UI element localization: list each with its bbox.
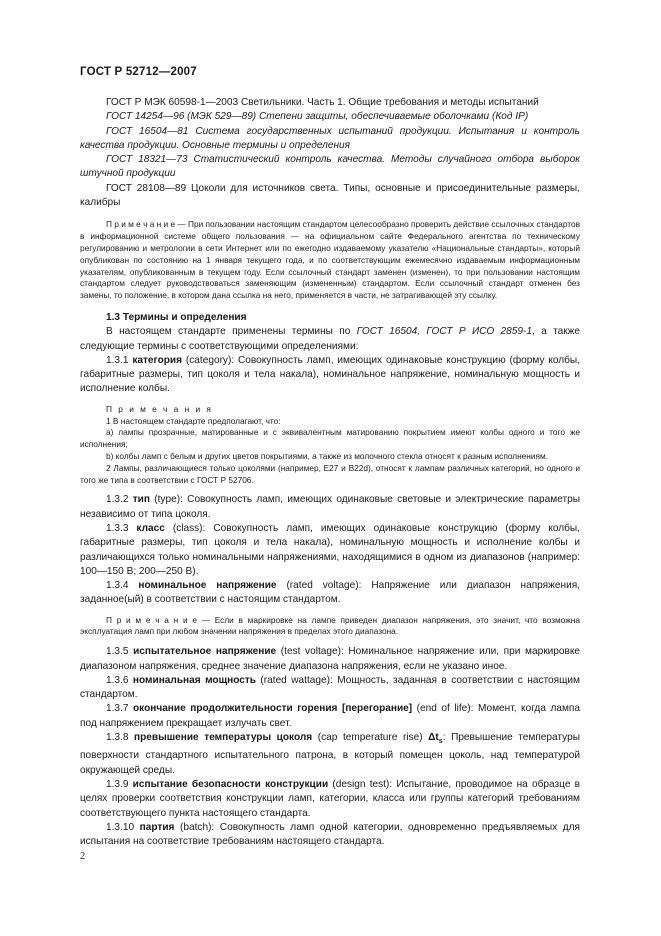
reference-title: Светильники. Часть 1. Общие требования и методы испытаний (240, 97, 539, 108)
reference-title: Цоколи для источников света. Типы, основные и присоединительные размеры, калибры (80, 182, 580, 209)
term-1-3-2: 1.3.2 тип (type): Совокупность ламп, имеющих одинаковые световые и электрические параметры независимо от типа цоколя. (80, 494, 580, 520)
reference-code: ГОСТ Р МЭК 60598-1—2003 (106, 97, 239, 108)
reference-item (80, 125, 580, 154)
term-1-3-9: 1.3.9 испытание безопасности конструкции (design test): Испытание, проводимое на образце в целях проверки соответствия конструкции ламп, категории, класса или группы категорий требованиям соответствующего пункта настоящего стандарта. (80, 778, 581, 819)
term-1-3-1: 1.3.1 категория (category): Совокупность ламп, имеющих одинаковые конструкцию (форму колбы, габаритные размеры, тип цоколя и тела накала), номинальное напряжение, номинальную мощность и исполнение колбы. (80, 354, 580, 395)
reference-item (80, 182, 580, 211)
note-item: 2 Лампы, различающиеся только цоколями (например, E27 и B22d), относят к лампам различных категорий, но одного и того же типа в соответствии с ГОСТ Р 52706. (80, 462, 580, 485)
reference-item (80, 110, 580, 124)
reference-code: ГОСТ 16504—81 (106, 125, 189, 137)
term-name: испытание безопасности конструкции (132, 778, 329, 790)
reference-title: Степени защиты, обеспечиваемые оболочками (Код IP) (259, 111, 529, 123)
term-name: окончание продолжительности горения [перегорание] (132, 703, 413, 715)
note-item: 1 В настоящем стандарте предполагают, что: (106, 415, 281, 426)
page-number: 2 (80, 851, 86, 862)
term-name: категория (132, 354, 183, 366)
term-name: тип (132, 494, 150, 506)
term-name: превышение температуры цоколя (134, 732, 313, 744)
term-1-3-5: 1.3.5 испытательное напряжение (test voltage): Номинальное напряжение или, при маркировке диапазоном напряжения, среднее значение диапазона напряжения, если не указано иное. (80, 646, 580, 672)
section-title: Термины и определения (122, 311, 247, 323)
document-header: ГОСТ Р 52712—2007 (80, 66, 197, 78)
section-number: 1.3 (106, 311, 121, 323)
reference-title: Система государственных испытаний продукции. Испытания и контроль качества продукции. Основные термины и определения (80, 125, 580, 151)
term-name: номинальная мощность (132, 674, 256, 686)
term-name: номинальное напряжение (138, 580, 277, 592)
reference-code: ГОСТ 14254—96 (МЭК 529—89) (106, 111, 257, 123)
term-name: класс (136, 522, 165, 534)
intro-references: ГОСТ 16504, ГОСТ Р ИСО 2859-1 (356, 326, 532, 338)
section-intro: В настоящем стандарте применены термины по ГОСТ 16504, ГОСТ Р ИСО 2859-1, а также следующие термины с соответствующими определениями: (80, 326, 581, 352)
section-heading (80, 311, 580, 325)
reference-title: Статистический контроль качества. Методы случайного отбора выборок штучной продукции (80, 154, 580, 180)
term-1-3-4: 1.3.4 номинальное напряжение (rated voltage): Напряжение или диапазон напряжения, заданное(ый) в соответствии с настоящим стандартом. (80, 580, 580, 606)
note-voltage-range: П р и м е ч а н и е — Если в маркировке на лампе приведен диапазон напряжения, это значит, что возможна эксплуатация ламп при любом значении напряжения в пределах этого диапазона. (80, 614, 580, 637)
reference-item (80, 96, 580, 110)
temperature-symbol: $\Delta t_s$ (428, 732, 443, 746)
note-item: b) колбы ламп с белым и других цветов покрытиями, а также из молочного стекла относят к разным исполнениям. (106, 450, 549, 461)
term-1-3-7: 1.3.7 окончание продолжительности горения [перегорание] (end of life): Момент, когда лампа под напряжением прекращает излучать свет. (80, 703, 580, 729)
note-item: a) лампы прозрачные, матированные и с эквивалентным матированию покрытием имеют колбы одного и того же исполнения; (80, 427, 580, 450)
term-1-3-6: 1.3.6 номинальная мощность (rated wattage): Мощность, заданная в соответствии с настоящим стандартом. (80, 674, 580, 701)
term-1-3-3: 1.3.3 класс (class): Совокупность ламп, имеющих одинаковые конструкцию (форму колбы, габаритные размеры, тип цоколя и тела накала), номинальную мощность и исполнение колбы и различающихся только номинальными напряжениями, находящимися в одном из диапазонов (например: 100—150 В; 200—250 В). (80, 522, 580, 577)
notes-heading: П р и м е ч а н и я (106, 403, 213, 414)
term-1-3-10: 1.3.10 партия (batch): Совокупность ламп одной категории, одновременно предъявляемых для испытания на соответствие требованиям настоящего стандарта. (80, 821, 580, 848)
term-name: испытательное напряжение (133, 646, 277, 658)
reference-item (80, 153, 580, 182)
reference-code: ГОСТ 18321—73 (106, 154, 188, 166)
term-1-3-8: 1.3.8 превышение температуры цоколя (cap temperature rise) $\Delta t_s$: Превышение температуры поверхности стандартного испытательного патрона, в который помещен цоколь, над температурой окружающей среды. (80, 732, 580, 776)
reference-code: ГОСТ 28108—89 (106, 182, 187, 194)
page-content (80, 96, 580, 849)
term-name: партия (139, 821, 175, 833)
note-references: П р и м е ч а н и е — При пользовании настоящим стандартом целесообразно проверить действие ссылочных стандартов в информационной системе общего пользования — на официальном сайте Федерального агентства по техническому регулированию и метрологии в сети Интернет или по ежегодно издаваемому указателю «Национальные стандарты», который опубликован по состоянию на 1 января текущего года, и по соответствующим ежемесячно издаваемым информационным указателям, опубликованным в текущем году. Если ссылочный стандарт заменен (изменен), то при пользовании настоящим стандартом следует руководствоваться заменяющим (измененным) стандартом. Если ссылочный стандарт отменен без замены, то положение, в котором дана ссылка на него, применяется в части, не затрагивающей эту ссылку. (80, 219, 580, 301)
